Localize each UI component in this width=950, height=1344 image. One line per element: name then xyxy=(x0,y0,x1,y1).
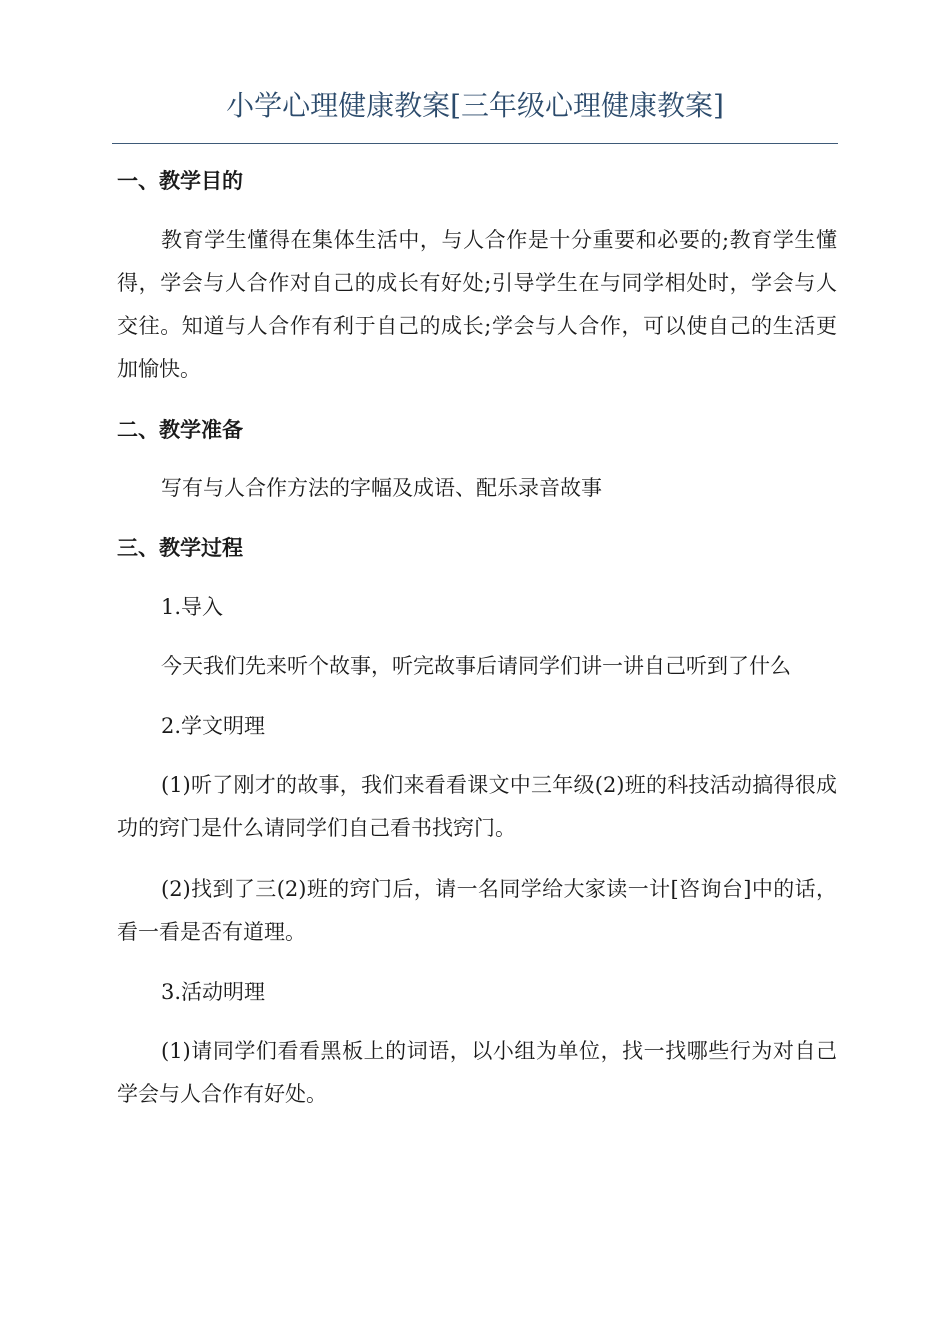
step-label-activity: 3.活动明理 xyxy=(161,980,266,1004)
section-heading-preparation: 二、教学准备 xyxy=(117,417,243,442)
step-label-study: 2.学文明理 xyxy=(161,714,266,738)
preparation-paragraph: 写有与人合作方法的字幅及成语、配乐录音故事 xyxy=(161,476,602,500)
document-title: 小学心理健康教案[三年级心理健康教案] xyxy=(226,89,724,122)
step-paragraph: (1)请同学们看看黑板上的词语，以小组为单位，找一找哪些行为对自己学会与人合作有好处。 xyxy=(117,1039,837,1106)
section-heading-process: 三、教学过程 xyxy=(117,535,243,560)
title-divider xyxy=(112,143,838,144)
objectives-paragraph: 教育学生懂得在集体生活中，与人合作是十分重要和必要的;教育学生懂得，学会与人合作对自己的成长有好处;引导学生在与同学相处时，学会与人交往。知道与人合作有利于自己的成长;学会与人合作，可以使自己的生活更加愉快。 xyxy=(117,228,837,381)
step-label-intro: 1.导入 xyxy=(161,595,224,619)
step-paragraph: 今天我们先来听个故事，听完故事后请同学们讲一讲自己听到了什么 xyxy=(161,654,791,678)
step-paragraph: (1)听了刚才的故事，我们来看看课文中三年级(2)班的科技活动搞得很成功的窍门是什么请同学们自己看书找窍门。 xyxy=(117,773,837,840)
step-paragraph: (2)找到了三(2)班的窍门后，请一名同学给大家读一计[咨询台]中的话，看一看是否有道理。 xyxy=(117,877,837,944)
section-heading-objectives: 一、教学目的 xyxy=(117,168,243,193)
